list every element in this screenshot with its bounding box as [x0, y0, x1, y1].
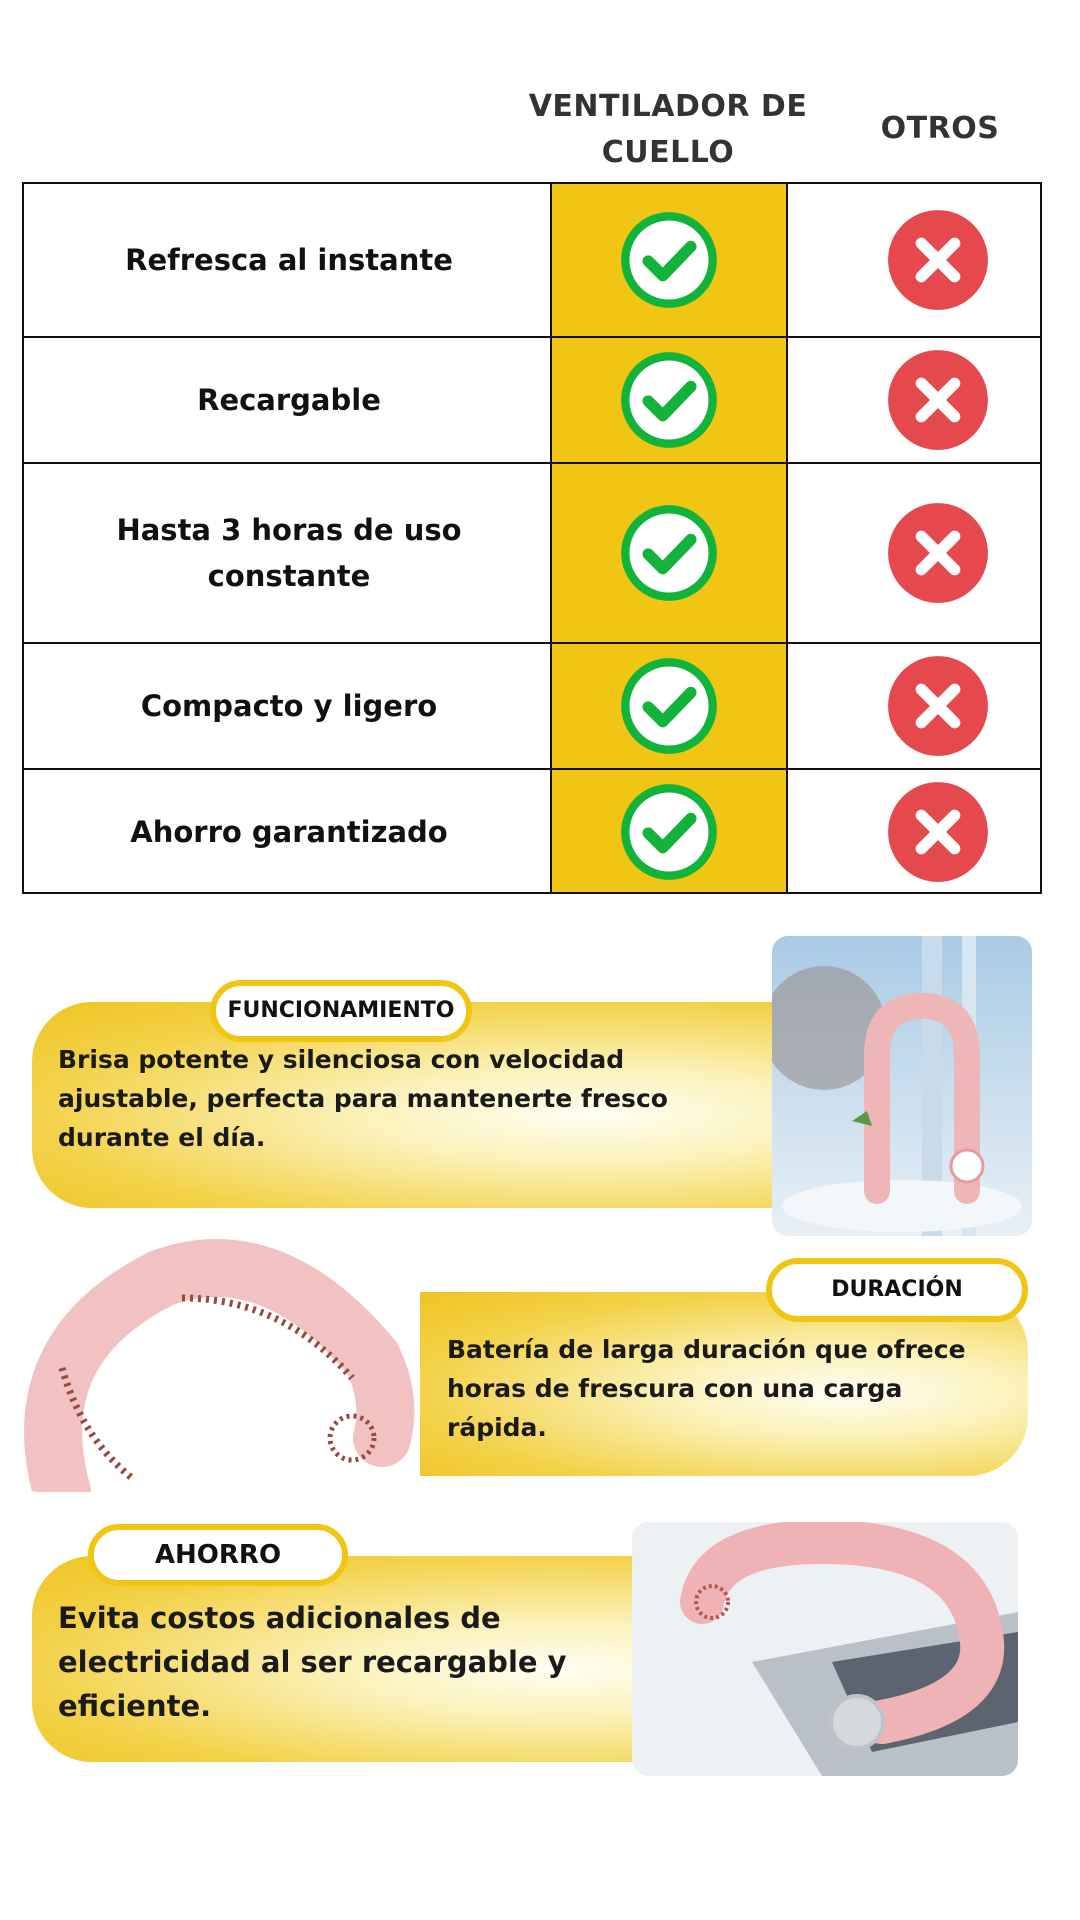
cross-icon	[886, 501, 990, 605]
table-row	[24, 338, 1040, 464]
table-row	[24, 644, 1040, 770]
table-row	[24, 770, 1040, 894]
column-header-product: VENTILADOR DE CUELLO	[528, 89, 808, 170]
feature-title-pill: DURACIÓN	[766, 1258, 1028, 1322]
row-label: Recargable	[197, 383, 381, 417]
check-icon	[617, 208, 721, 312]
row-label: Refresca al instante	[125, 243, 453, 277]
row-label: Hasta 3 horas de uso constante	[116, 513, 462, 593]
cross-icon	[886, 654, 990, 758]
product-photo-laptop	[632, 1522, 1018, 1776]
feature-title-pill: FUNCIONAMIENTO	[210, 980, 472, 1042]
row-label: Ahorro garantizado	[130, 815, 448, 849]
check-icon	[617, 501, 721, 605]
feature-description: Batería de larga duración que ofrece horas de frescura con una carga rápida.	[447, 1335, 966, 1442]
cross-icon	[886, 208, 990, 312]
cross-icon	[886, 348, 990, 452]
comparison-table	[22, 182, 1042, 894]
cross-icon	[886, 780, 990, 884]
check-icon	[617, 780, 721, 884]
column-header-others: OTROS	[880, 111, 1000, 146]
product-photo-usage	[772, 936, 1032, 1236]
table-row	[24, 464, 1040, 644]
feature-description: Brisa potente y silenciosa con velocidad ajustable, perfecta para mantenerte fresco durante el día.	[58, 1045, 668, 1152]
row-label: Compacto y ligero	[140, 689, 438, 723]
table-row	[24, 184, 1040, 338]
feature-title-pill: AHORRO	[88, 1524, 348, 1586]
check-icon	[617, 654, 721, 758]
product-photo-fan	[22, 1238, 420, 1492]
check-icon	[617, 348, 721, 452]
feature-description: Evita costos adicionales de electricidad al ser recargable y eficiente.	[58, 1601, 567, 1723]
